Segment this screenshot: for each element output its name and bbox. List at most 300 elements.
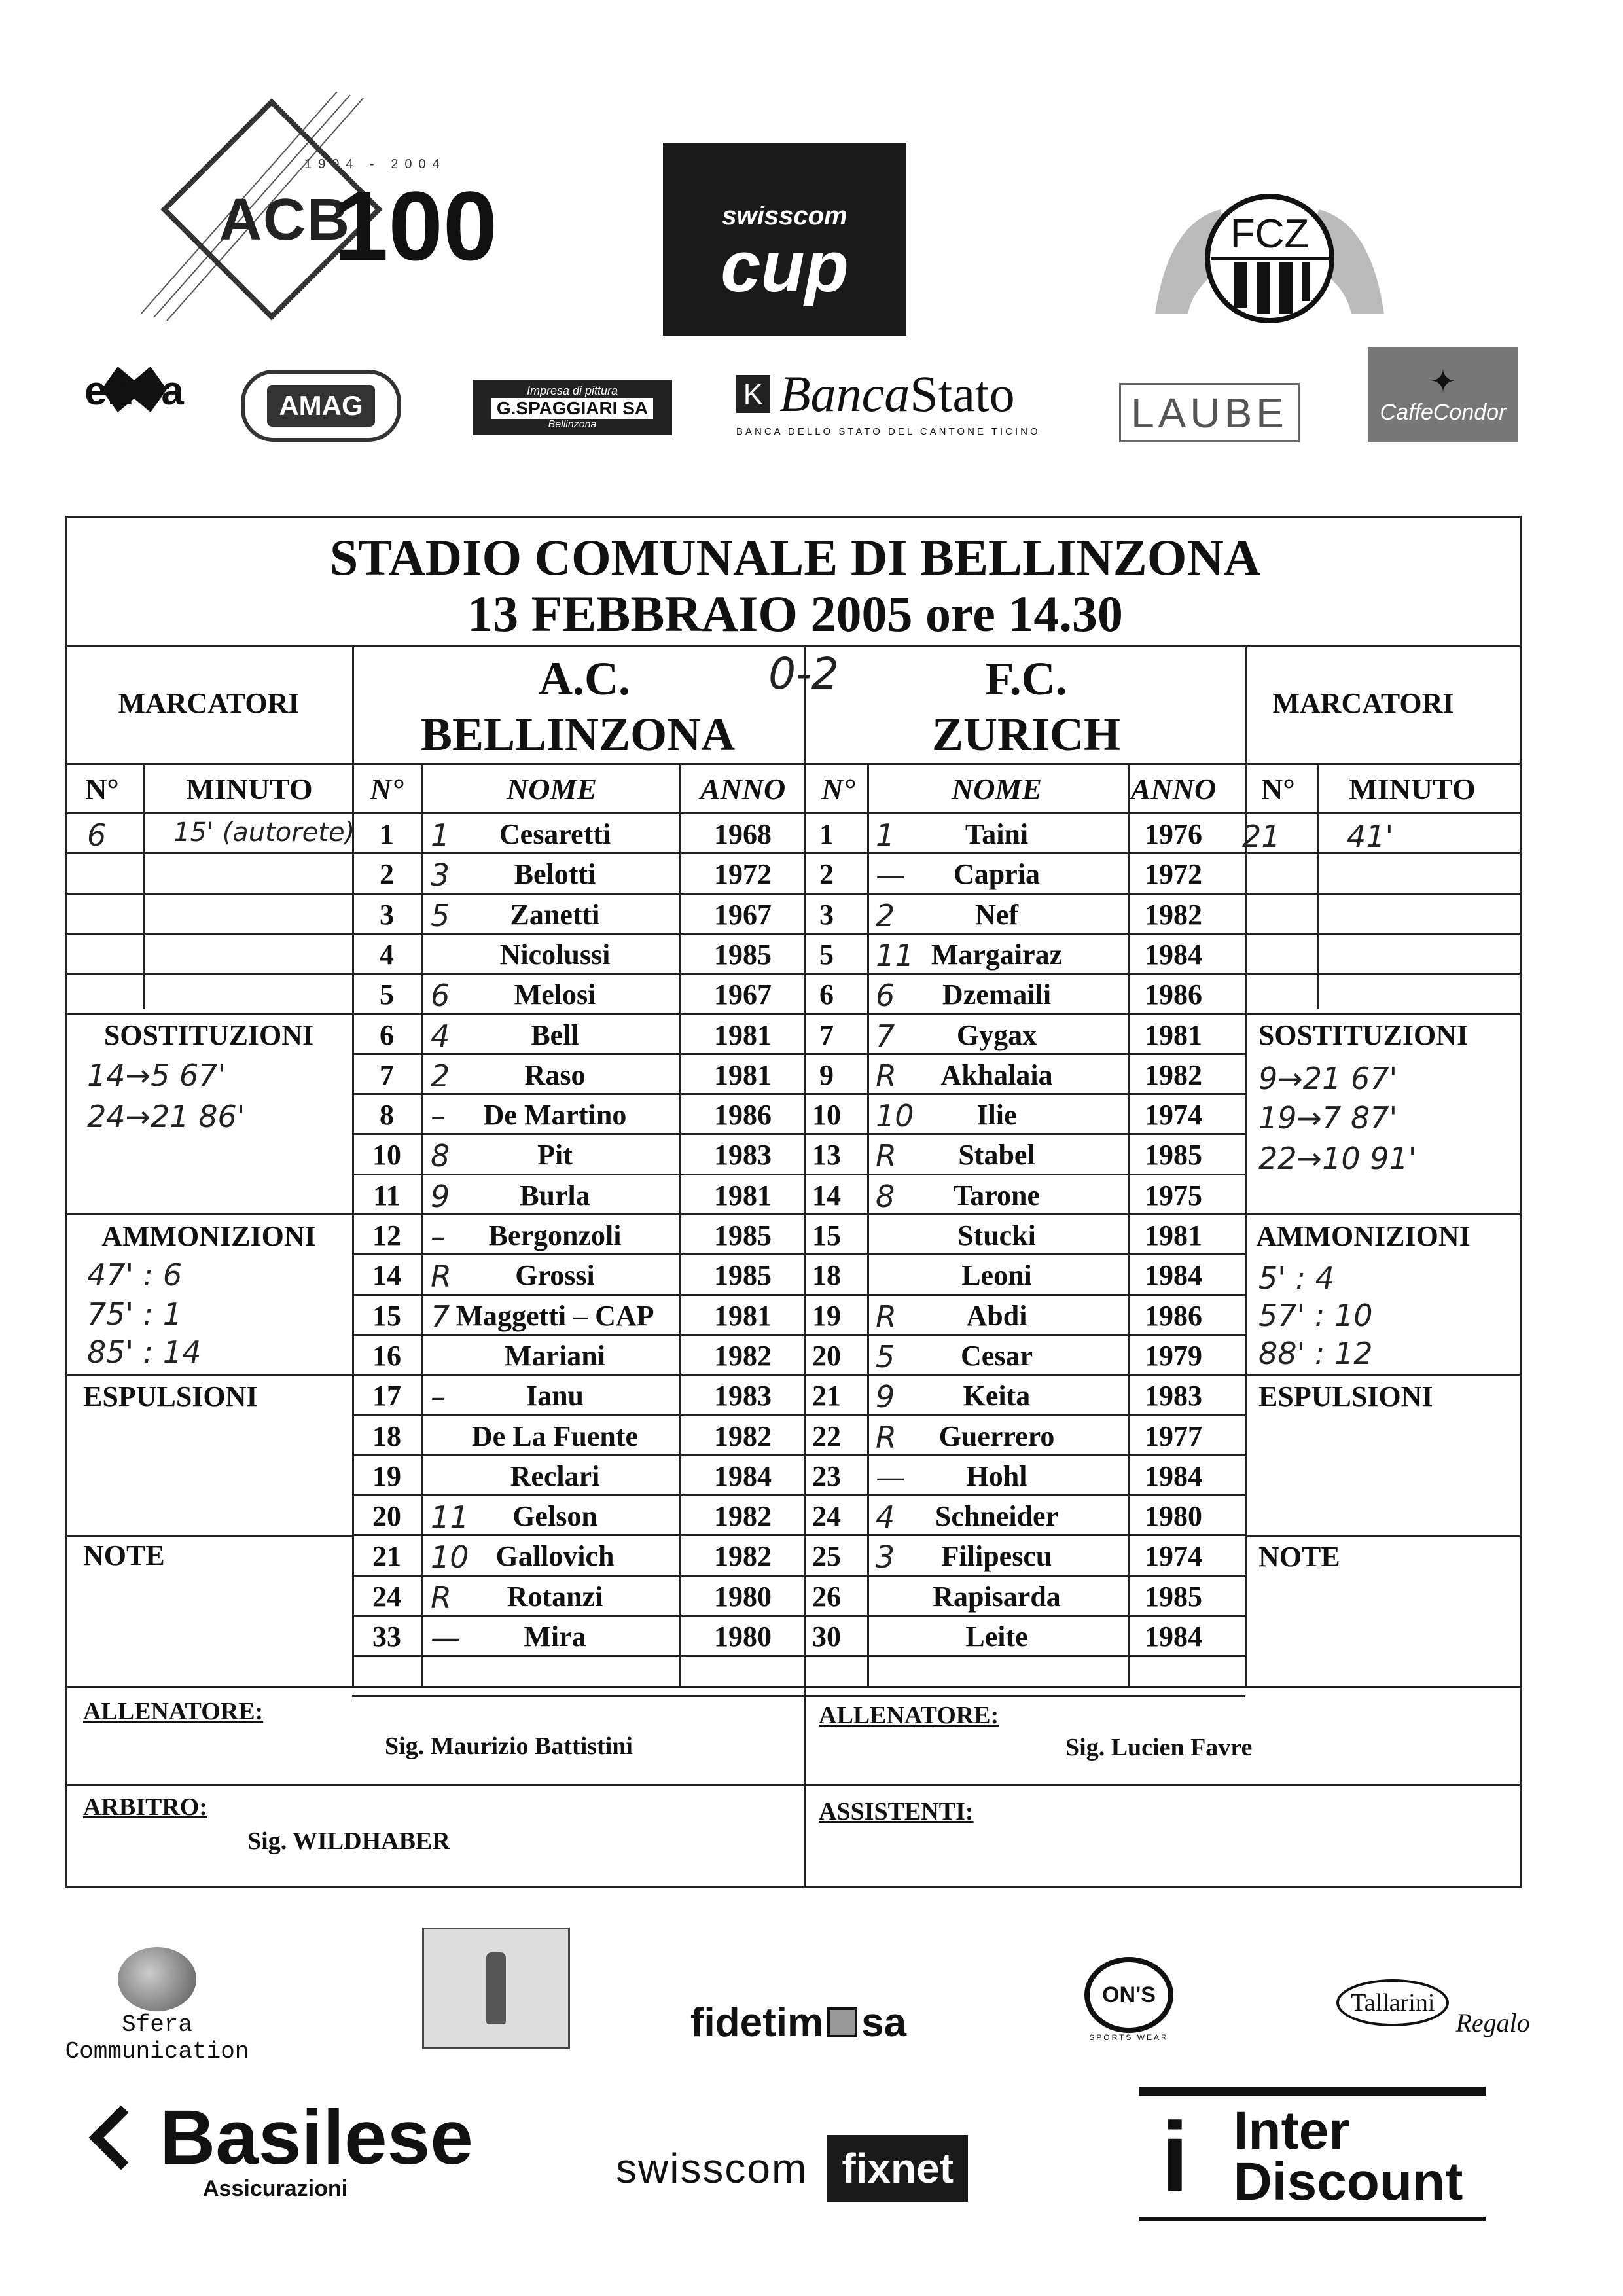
player-number: 8	[380, 1099, 394, 1131]
player-name: Nicolussi	[499, 939, 611, 971]
away-scorer-row-line	[1245, 973, 1520, 975]
away-booking-1: 5' : 4	[1258, 1261, 1334, 1296]
player-name: Rotanzi	[507, 1581, 603, 1613]
away-marcatori-header: MARCATORI	[1272, 687, 1454, 719]
player-number: 5	[380, 978, 394, 1011]
basilese-arrow-icon	[89, 2105, 154, 2170]
player-row-line	[352, 1575, 1245, 1577]
away-sub-1: 9→21 67'	[1258, 1061, 1398, 1096]
player-name: Maggetti – CAP	[455, 1300, 654, 1332]
player-number: 10	[812, 1099, 841, 1131]
bancastato-k-icon: K	[736, 375, 770, 413]
away-scorer-minute: 41'	[1347, 819, 1394, 854]
home-scorer-number: 6	[87, 817, 107, 853]
discount-text: Discount	[1233, 2151, 1463, 2212]
player-number: 3	[380, 899, 394, 931]
bottle-icon	[486, 1952, 506, 2024]
column-header-divider	[67, 812, 1520, 814]
sfera-text: Sfera	[121, 2011, 193, 2038]
player-name: Gygax	[956, 1019, 1037, 1051]
player-shirt-mark: 4	[876, 1499, 895, 1535]
home-nome-header: NOME	[506, 772, 597, 806]
away-sostituzioni-label: SOSTITUZIONI	[1258, 1019, 1469, 1051]
player-row-line	[352, 933, 1245, 935]
player-number: 1	[819, 818, 834, 850]
player-row-line	[352, 1414, 1245, 1416]
player-shirt-mark: 4	[431, 1018, 450, 1054]
player-year: 1986	[714, 1099, 772, 1131]
player-shirt-mark: 2	[876, 898, 895, 933]
player-name: Pit	[537, 1139, 573, 1171]
player-shirt-mark: 8	[876, 1179, 895, 1214]
player-name: Leite	[965, 1621, 1028, 1653]
away-section-divider	[1245, 1213, 1520, 1215]
player-shirt-mark: —	[876, 857, 906, 893]
away-nome-header: NOME	[951, 772, 1043, 806]
player-year: 1984	[714, 1460, 772, 1492]
swisscom-fixnet-logo	[592, 2127, 991, 2209]
player-year: 1982	[714, 1540, 772, 1572]
player-shirt-mark: —	[431, 1620, 461, 1655]
fcz-text: FCZ	[1230, 211, 1310, 257]
player-shirt-mark: 6	[431, 978, 450, 1013]
player-number: 7	[380, 1059, 394, 1091]
bancastato-logo	[736, 367, 1050, 439]
player-year: 1983	[714, 1139, 772, 1171]
spaggiari-logo	[473, 380, 672, 435]
regalo-text: Regalo	[1455, 2007, 1530, 2037]
away-scorer-row-line	[1245, 933, 1520, 935]
player-name: Filipescu	[941, 1540, 1052, 1572]
player-shirt-mark: 5	[876, 1339, 895, 1374]
player-row-line	[352, 1093, 1245, 1095]
acb-100: 100	[334, 171, 498, 281]
away-scorer-row-line	[1245, 1013, 1520, 1015]
fcz-crest-logo	[1142, 183, 1397, 331]
player-row-line	[352, 1494, 1245, 1496]
home-coach-label: ALLENATORE:	[83, 1698, 264, 1725]
player-name: Akhalaia	[940, 1059, 1053, 1091]
sfera-communication-logo	[43, 1947, 272, 2065]
player-name: Mira	[524, 1621, 586, 1653]
player-number: 19	[812, 1300, 841, 1332]
player-name: Guerrero	[938, 1420, 1055, 1452]
player-number: 17	[372, 1380, 401, 1412]
player-shirt-mark: 1	[431, 817, 450, 853]
player-column-divider	[867, 763, 869, 1686]
player-year: 1985	[714, 1219, 772, 1251]
basilese-subtitle: Assicurazioni	[203, 2176, 348, 2201]
player-number: 18	[372, 1420, 401, 1452]
player-row-line	[352, 1695, 1245, 1697]
player-year: 1972	[1145, 858, 1202, 890]
player-row-line	[352, 1053, 1245, 1055]
bancastato-name-a: Banca	[779, 365, 910, 422]
player-row-line	[352, 1013, 1245, 1015]
player-number: 6	[819, 978, 834, 1011]
player-shirt-mark: 7	[876, 1018, 895, 1054]
player-year: 1974	[1145, 1099, 1202, 1131]
inter-text: Inter	[1233, 2100, 1350, 2161]
player-shirt-mark: 9	[876, 1379, 895, 1414]
basilese-text: Basilese	[160, 2094, 473, 2181]
player-number: 23	[812, 1460, 841, 1492]
home-scorer-row-line	[67, 933, 352, 935]
player-shirt-mark: –	[431, 1219, 446, 1254]
home-scorers-divider	[352, 645, 354, 1686]
player-year: 1984	[1145, 939, 1202, 971]
tallarini-regalo-logo	[1329, 1947, 1538, 2058]
player-year: 1984	[1145, 1460, 1202, 1492]
player-name: Capria	[954, 858, 1040, 890]
player-number: 10	[372, 1139, 401, 1171]
home-booking-2: 75' : 1	[87, 1297, 183, 1332]
player-year: 1981	[714, 1059, 772, 1091]
home-note-label: NOTE	[83, 1539, 165, 1571]
away-scorer-inner-divider	[1317, 763, 1319, 1009]
spaggiari-line3: Bellinzona	[548, 419, 597, 430]
player-shirt-mark: 2	[431, 1058, 450, 1094]
player-column-divider	[679, 763, 681, 1686]
away-section-divider	[1245, 1374, 1520, 1376]
player-name: Cesaretti	[499, 818, 611, 850]
away-sub-2: 19→7 87'	[1258, 1100, 1398, 1136]
fidetim-logo	[674, 1996, 923, 2049]
home-sub-1: 14→5 67'	[87, 1058, 226, 1093]
home-scorer-minute: 15' (autorete)	[173, 817, 355, 848]
player-year: 1981	[714, 1179, 772, 1211]
home-scorer-row-line	[67, 852, 352, 854]
player-name: Cesar	[961, 1340, 1033, 1372]
home-scorer-n-header: N°	[85, 772, 119, 806]
player-row-line	[352, 1655, 1245, 1657]
home-coach-name: Sig. Maurizio Battistini	[385, 1732, 633, 1760]
player-shirt-mark: 9	[431, 1179, 450, 1214]
player-shirt-mark: —	[876, 1460, 906, 1495]
away-minuto-header: MINUTO	[1349, 772, 1476, 806]
player-number: 15	[372, 1300, 401, 1332]
cup-text: cup	[721, 226, 849, 307]
caffe-condor-logo	[1368, 347, 1518, 442]
player-year: 1968	[714, 818, 772, 850]
bancastato-name-b: Stato	[910, 365, 1015, 422]
spaggiari-line1: Impresa di pittura	[526, 384, 618, 397]
bottom-divider	[804, 1686, 806, 1888]
away-team-line1: F.C.	[985, 653, 1067, 705]
header-divider	[67, 645, 1520, 647]
player-row-line	[352, 852, 1245, 854]
coach-divider	[67, 1686, 1520, 1688]
match-date: 13 FEBBRAIO 2005 ore 14.30	[467, 585, 1123, 642]
referee-label: ARBITRO:	[83, 1793, 208, 1821]
player-row-line	[352, 1615, 1245, 1617]
player-row-line	[352, 973, 1245, 975]
home-marcatori-header: MARCATORI	[118, 687, 300, 719]
player-year: 1972	[714, 858, 772, 890]
player-name: Hohl	[966, 1460, 1027, 1492]
ons-sportswear-logo	[1054, 1957, 1204, 2042]
player-name: Dzemaili	[942, 978, 1052, 1011]
player-row-line	[352, 1174, 1245, 1175]
player-name: Leoni	[961, 1259, 1032, 1291]
away-espulsioni-label: ESPULSIONI	[1258, 1380, 1433, 1412]
home-sub-2: 24→21 86'	[87, 1099, 245, 1134]
away-anno-header: ANNO	[1130, 772, 1217, 806]
swisscom-cup-text: swisscom	[722, 202, 847, 230]
player-shirt-mark: R	[876, 1299, 897, 1335]
away-note-label: NOTE	[1258, 1541, 1340, 1573]
home-section-divider	[67, 1535, 352, 1537]
acb-letters: ACB	[219, 187, 351, 253]
away-scorers-divider	[1245, 645, 1247, 1686]
player-name: Tarone	[953, 1179, 1041, 1211]
laube-logo	[1119, 383, 1300, 442]
home-scorer-row-line	[67, 973, 352, 975]
player-row-line	[352, 1534, 1245, 1536]
player-number: 15	[812, 1219, 841, 1251]
home-sostituzioni-label: SOSTITUZIONI	[103, 1019, 314, 1051]
player-shirt-mark: 11	[876, 938, 914, 973]
player-number: 4	[380, 939, 394, 971]
away-sub-3: 22→10 91'	[1258, 1141, 1417, 1176]
player-row-line	[352, 1374, 1245, 1376]
errea-logo	[72, 340, 196, 439]
fcz-crest-icon	[1142, 183, 1397, 331]
fidetim-sa-text: sa	[861, 2000, 907, 2045]
player-number: 24	[372, 1581, 401, 1613]
basilese-logo	[98, 2094, 484, 2201]
fidetim-text: fidetim	[690, 2000, 824, 2045]
away-ammonizioni-label: AMMONIZIONI	[1256, 1220, 1471, 1252]
player-shirt-mark: 8	[431, 1138, 450, 1174]
player-shirt-mark: 11	[431, 1499, 469, 1535]
referee-divider	[67, 1784, 1520, 1786]
player-number: 3	[819, 899, 834, 931]
player-shirt-mark: R	[876, 1058, 897, 1094]
player-number: 20	[372, 1500, 401, 1532]
swisscom-cup-logo	[663, 143, 906, 336]
player-row-line	[352, 1294, 1245, 1296]
player-year: 1984	[1145, 1621, 1202, 1653]
away-scorer-row-line	[1245, 893, 1520, 895]
player-name: Mariani	[505, 1340, 605, 1372]
player-number: 1	[380, 818, 394, 850]
player-name: Belotti	[514, 858, 596, 890]
player-name: Gallovich	[495, 1540, 615, 1572]
score-handwritten: 0-2	[768, 649, 839, 699]
player-row-line	[352, 893, 1245, 895]
player-number: 16	[372, 1340, 401, 1372]
player-shirt-mark: 7	[431, 1299, 450, 1335]
player-number: 20	[812, 1340, 841, 1372]
player-name: Ilie	[976, 1099, 1017, 1131]
player-year: 1979	[1145, 1340, 1202, 1372]
player-name: De La Fuente	[471, 1420, 639, 1452]
away-scorer-n-header: N°	[1261, 772, 1295, 806]
player-year: 1974	[1145, 1540, 1202, 1572]
player-number: 14	[812, 1179, 841, 1211]
player-year: 1967	[714, 978, 772, 1011]
home-scorer-row-line	[67, 893, 352, 895]
player-number: 26	[812, 1581, 841, 1613]
player-name: Stucki	[957, 1219, 1036, 1251]
player-name: De Martino	[483, 1099, 627, 1131]
player-year: 1981	[1145, 1019, 1202, 1051]
home-n-header: N°	[370, 772, 404, 806]
player-shirt-mark: R	[876, 1420, 897, 1455]
player-name: Abdi	[966, 1300, 1027, 1332]
player-shirt-mark: R	[876, 1138, 897, 1174]
player-shirt-mark: 6	[876, 978, 895, 1013]
player-year: 1986	[1145, 1300, 1202, 1332]
player-number: 33	[372, 1621, 401, 1653]
amag-logo	[241, 370, 401, 442]
player-name: Keita	[963, 1380, 1031, 1412]
interdiscount-i-icon: i	[1161, 2101, 1189, 2212]
away-scorer-number: 21	[1242, 819, 1281, 854]
acb-centenary-logo	[141, 92, 498, 321]
player-column-divider	[421, 763, 423, 1686]
player-number: 2	[380, 858, 394, 890]
player-year: 1982	[714, 1340, 772, 1372]
sfera-globe-icon	[118, 1947, 196, 2011]
referee-name: Sig. WILDHABER	[247, 1827, 450, 1855]
caffe-condor-text: CaffeCondor	[1380, 400, 1507, 425]
player-number: 25	[812, 1540, 841, 1572]
home-ammonizioni-label: AMMONIZIONI	[101, 1220, 316, 1252]
away-n-header: N°	[821, 772, 855, 806]
player-name: Melosi	[514, 978, 596, 1011]
player-number: 7	[819, 1019, 834, 1051]
player-name: Stabel	[958, 1139, 1035, 1171]
ons-subtitle: SPORTS WEAR	[1089, 2033, 1169, 2042]
player-year: 1967	[714, 899, 772, 931]
player-name: Gelson	[512, 1500, 597, 1532]
player-number: 14	[372, 1259, 401, 1291]
player-shirt-mark: –	[431, 1098, 446, 1134]
home-scorer-row-line	[67, 1013, 352, 1015]
bancastato-subtitle: BANCA DELLO STATO DEL CANTONE TICINO	[736, 425, 1041, 437]
amag-text: AMAG	[267, 385, 374, 427]
player-number: 11	[373, 1179, 401, 1211]
interdiscount-logo	[1139, 2087, 1486, 2221]
player-shirt-mark: R	[431, 1259, 452, 1294]
player-year: 1985	[1145, 1139, 1202, 1171]
away-booking-3: 88' : 12	[1258, 1336, 1373, 1371]
player-year: 1986	[1145, 978, 1202, 1011]
bottle-cyclist-logo	[422, 1928, 570, 2049]
player-row-line	[352, 1334, 1245, 1336]
acb-years: 1904 - 2004	[304, 157, 446, 171]
team-header-divider	[67, 763, 1520, 765]
player-name: Reclari	[510, 1460, 600, 1492]
player-number: 21	[812, 1380, 841, 1412]
laube-text: LAUBE	[1131, 389, 1288, 437]
player-shirt-mark: –	[431, 1379, 446, 1414]
player-number: 19	[372, 1460, 401, 1492]
away-coach-name: Sig. Lucien Favre	[1065, 1734, 1253, 1761]
away-booking-2: 57' : 10	[1258, 1298, 1373, 1333]
player-name: Ianu	[526, 1380, 584, 1412]
condor-bird-icon: ✦	[1429, 365, 1457, 399]
sfera-communication-text: Communication	[65, 2038, 249, 2065]
player-year: 1983	[714, 1380, 772, 1412]
errea-text: errea	[84, 368, 184, 414]
player-name: Zanetti	[510, 899, 600, 931]
player-year: 1981	[714, 1019, 772, 1051]
player-name: Burla	[520, 1179, 590, 1211]
home-team-line2: BELLINZONA	[420, 708, 736, 761]
player-row-line	[352, 1213, 1245, 1215]
home-minuto-header: MINUTO	[186, 772, 313, 806]
player-shirt-mark: 10	[876, 1098, 914, 1134]
assistants-label: ASSISTENTI:	[819, 1798, 974, 1825]
player-column-divider	[1128, 763, 1130, 1686]
player-number: 2	[819, 858, 834, 890]
player-number: 13	[812, 1139, 841, 1171]
home-espulsioni-label: ESPULSIONI	[83, 1380, 258, 1412]
fixnet-text: fixnet	[827, 2135, 968, 2202]
home-team-line1: A.C.	[539, 653, 630, 705]
player-shirt-mark: R	[431, 1580, 452, 1615]
home-scorer-inner-divider	[143, 763, 145, 1009]
player-shirt-mark: 5	[431, 898, 450, 933]
player-year: 1985	[714, 939, 772, 971]
player-number: 30	[812, 1621, 841, 1653]
home-booking-3: 85' : 14	[87, 1335, 202, 1370]
player-number: 18	[812, 1259, 841, 1291]
teams-divider	[804, 645, 806, 1686]
player-name: Grossi	[515, 1259, 595, 1291]
player-number: 9	[819, 1059, 834, 1091]
away-section-divider	[1245, 1535, 1520, 1537]
player-year: 1977	[1145, 1420, 1202, 1452]
home-section-divider	[67, 1213, 352, 1215]
player-number: 22	[812, 1420, 841, 1452]
away-coach-label: ALLENATORE:	[819, 1702, 999, 1729]
player-year: 1985	[1145, 1581, 1202, 1613]
player-shirt-mark: 3	[876, 1539, 895, 1575]
tallarini-text: Tallarini	[1336, 1979, 1449, 2026]
player-name: Raso	[524, 1059, 586, 1091]
player-year: 1982	[1145, 899, 1202, 931]
player-year: 1980	[714, 1581, 772, 1613]
player-row-line	[352, 1454, 1245, 1456]
spaggiari-line2: G.SPAGGIARI SA	[491, 398, 653, 419]
player-year: 1980	[714, 1621, 772, 1653]
player-shirt-mark: 3	[431, 857, 450, 893]
player-year: 1976	[1145, 818, 1202, 850]
stadium-title: STADIO COMUNALE DI BELLINZONA	[329, 529, 1261, 586]
player-year: 1984	[1145, 1259, 1202, 1291]
player-year: 1975	[1145, 1179, 1202, 1211]
player-year: 1982	[1145, 1059, 1202, 1091]
away-team-line2: ZURICH	[931, 708, 1121, 761]
player-name: Schneider	[935, 1500, 1059, 1532]
player-row-line	[352, 1253, 1245, 1255]
match-sheet-form	[65, 516, 1522, 1888]
player-number: 21	[372, 1540, 401, 1572]
home-booking-1: 47' : 6	[87, 1257, 183, 1293]
player-year: 1983	[1145, 1380, 1202, 1412]
home-anno-header: ANNO	[700, 772, 786, 806]
player-row-line	[352, 1133, 1245, 1135]
player-name: Bergonzoli	[488, 1219, 622, 1251]
player-name: Taini	[965, 818, 1029, 850]
player-shirt-mark: 10	[431, 1539, 469, 1575]
player-number: 12	[372, 1219, 401, 1251]
player-year: 1981	[1145, 1219, 1202, 1251]
